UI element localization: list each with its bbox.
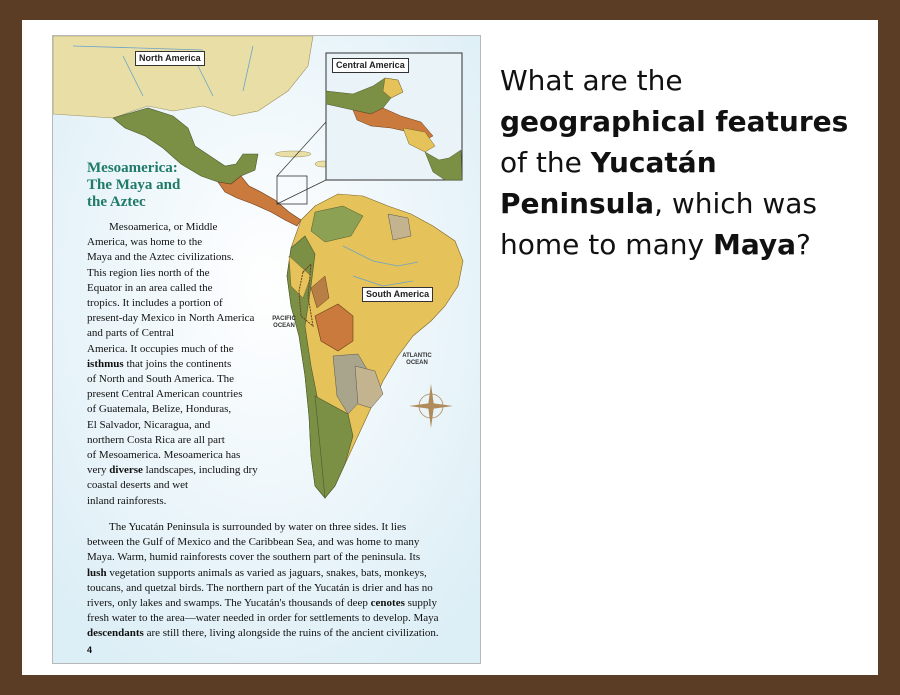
text-line: [87, 402, 277, 417]
text-run: of Mesoamerica. Mesoamerica has: [87, 449, 241, 462]
text-run: inland rainforests.: [87, 494, 167, 507]
text-run: America. It occupies much of the: [87, 342, 234, 355]
text-line: [87, 296, 277, 311]
text-line: [87, 626, 457, 641]
question-bold: Maya: [712, 228, 796, 261]
label-south-america: South America: [362, 287, 433, 302]
text-line: [87, 535, 457, 550]
text-line: [87, 433, 277, 448]
bold-term: cenotes: [370, 597, 405, 610]
text-run: Maya. Warm, humid rainforests cover the southern part of the peninsula. Its: [87, 551, 421, 564]
page-number: 4: [87, 645, 93, 655]
text-run: Maya and the Aztec civilizations.: [87, 251, 234, 264]
text-run: This region lies north of the: [87, 266, 210, 279]
text-run: toucans, and quetzal birds. The northern part of the Yucatán is drier and has no: [87, 581, 433, 594]
bold-term: isthmus: [87, 357, 124, 370]
text-line: [87, 342, 277, 357]
text-line: [87, 387, 277, 402]
text-line: [87, 448, 277, 463]
text-line: [87, 463, 277, 478]
bold-term: lush: [87, 566, 107, 579]
label-atlantic-ocean: ATLANTIC OCEAN: [402, 353, 432, 366]
text-line: [87, 235, 277, 250]
text-line: [87, 266, 277, 281]
text-run: present-day Mexico in North America: [87, 312, 255, 325]
text-line: [87, 418, 277, 433]
text-run: of Guatemala, Belize, Honduras,: [87, 403, 232, 416]
question-bold: geographical features: [500, 105, 849, 138]
paragraph-mesoamerica: [87, 220, 277, 509]
text-line: [87, 281, 277, 296]
text-run: of North and South America. The: [87, 373, 235, 386]
question-text: [500, 60, 860, 265]
text-line: [87, 326, 277, 341]
label-north-america: North America: [135, 51, 205, 66]
text-run: are still there, living alongside the ruins of the ancient civilization.: [143, 627, 439, 640]
text-run: and parts of Central: [87, 327, 175, 340]
text-run: Mesoamerica, or Middle: [109, 221, 218, 233]
text-run: between the Gulf of Mexico and the Caribbean Sea, and was home to many: [87, 536, 420, 549]
cuba: [275, 151, 311, 157]
question-part: What are the: [500, 64, 683, 97]
question-part: of the: [500, 146, 591, 179]
bold-term: descendants: [87, 627, 144, 640]
slide: [22, 20, 878, 675]
text-run: El Salvador, Nicaragua, and: [87, 418, 211, 431]
text-run: fresh water to the area—water needed in order for settlements to develop. Maya: [87, 612, 439, 625]
text-run: supply: [404, 597, 437, 610]
textbook-page: [52, 35, 481, 664]
text-line: [87, 478, 277, 493]
question-bold: Yucatán Peninsula: [500, 146, 717, 220]
page-heading: [87, 160, 227, 211]
text-run: coastal deserts and wet: [87, 479, 189, 492]
text-run: The Yucatán Peninsula is surrounded by water on three sides. It lies: [109, 521, 407, 533]
text-run: Equator in an area called the: [87, 281, 213, 294]
text-line: [87, 220, 277, 235]
text-line: [87, 520, 457, 535]
text-line: [87, 566, 457, 581]
bold-term: diverse: [109, 464, 143, 477]
text-line: [87, 611, 457, 626]
text-run: very: [87, 464, 110, 477]
text-line: [87, 581, 457, 596]
text-run: northern Costa Rica are all part: [87, 433, 225, 446]
text-line: [87, 372, 277, 387]
label-central-america: Central America: [332, 58, 409, 73]
heading-line: Mesoamerica:: [87, 160, 178, 176]
text-run: rivers, only lakes and swamps. The Yucatán's thousands of deep: [87, 597, 371, 610]
label-pacific-ocean: PACIFIC OCEAN: [272, 316, 296, 329]
paragraph-yucatan: [87, 520, 457, 642]
text-run: that joins the continents: [123, 357, 232, 370]
text-run: America, was home to the: [87, 236, 203, 249]
text-run: landscapes, including dry: [142, 464, 258, 477]
text-line: [87, 596, 457, 611]
text-run: present Central American countries: [87, 388, 243, 401]
text-run: vegetation supports animals as varied as jaguars, snakes, bats, monkeys,: [106, 566, 427, 579]
heading-line: the Aztec: [87, 194, 146, 210]
text-run: tropics. It includes a portion of: [87, 297, 223, 310]
text-line: [87, 311, 277, 326]
question-part: ?: [796, 228, 811, 261]
text-line: [87, 494, 277, 509]
text-line: [87, 357, 277, 372]
heading-line: The Maya and: [87, 177, 181, 193]
text-line: [87, 250, 277, 265]
text-line: [87, 550, 457, 565]
question-part: , which was home to many: [500, 187, 817, 261]
